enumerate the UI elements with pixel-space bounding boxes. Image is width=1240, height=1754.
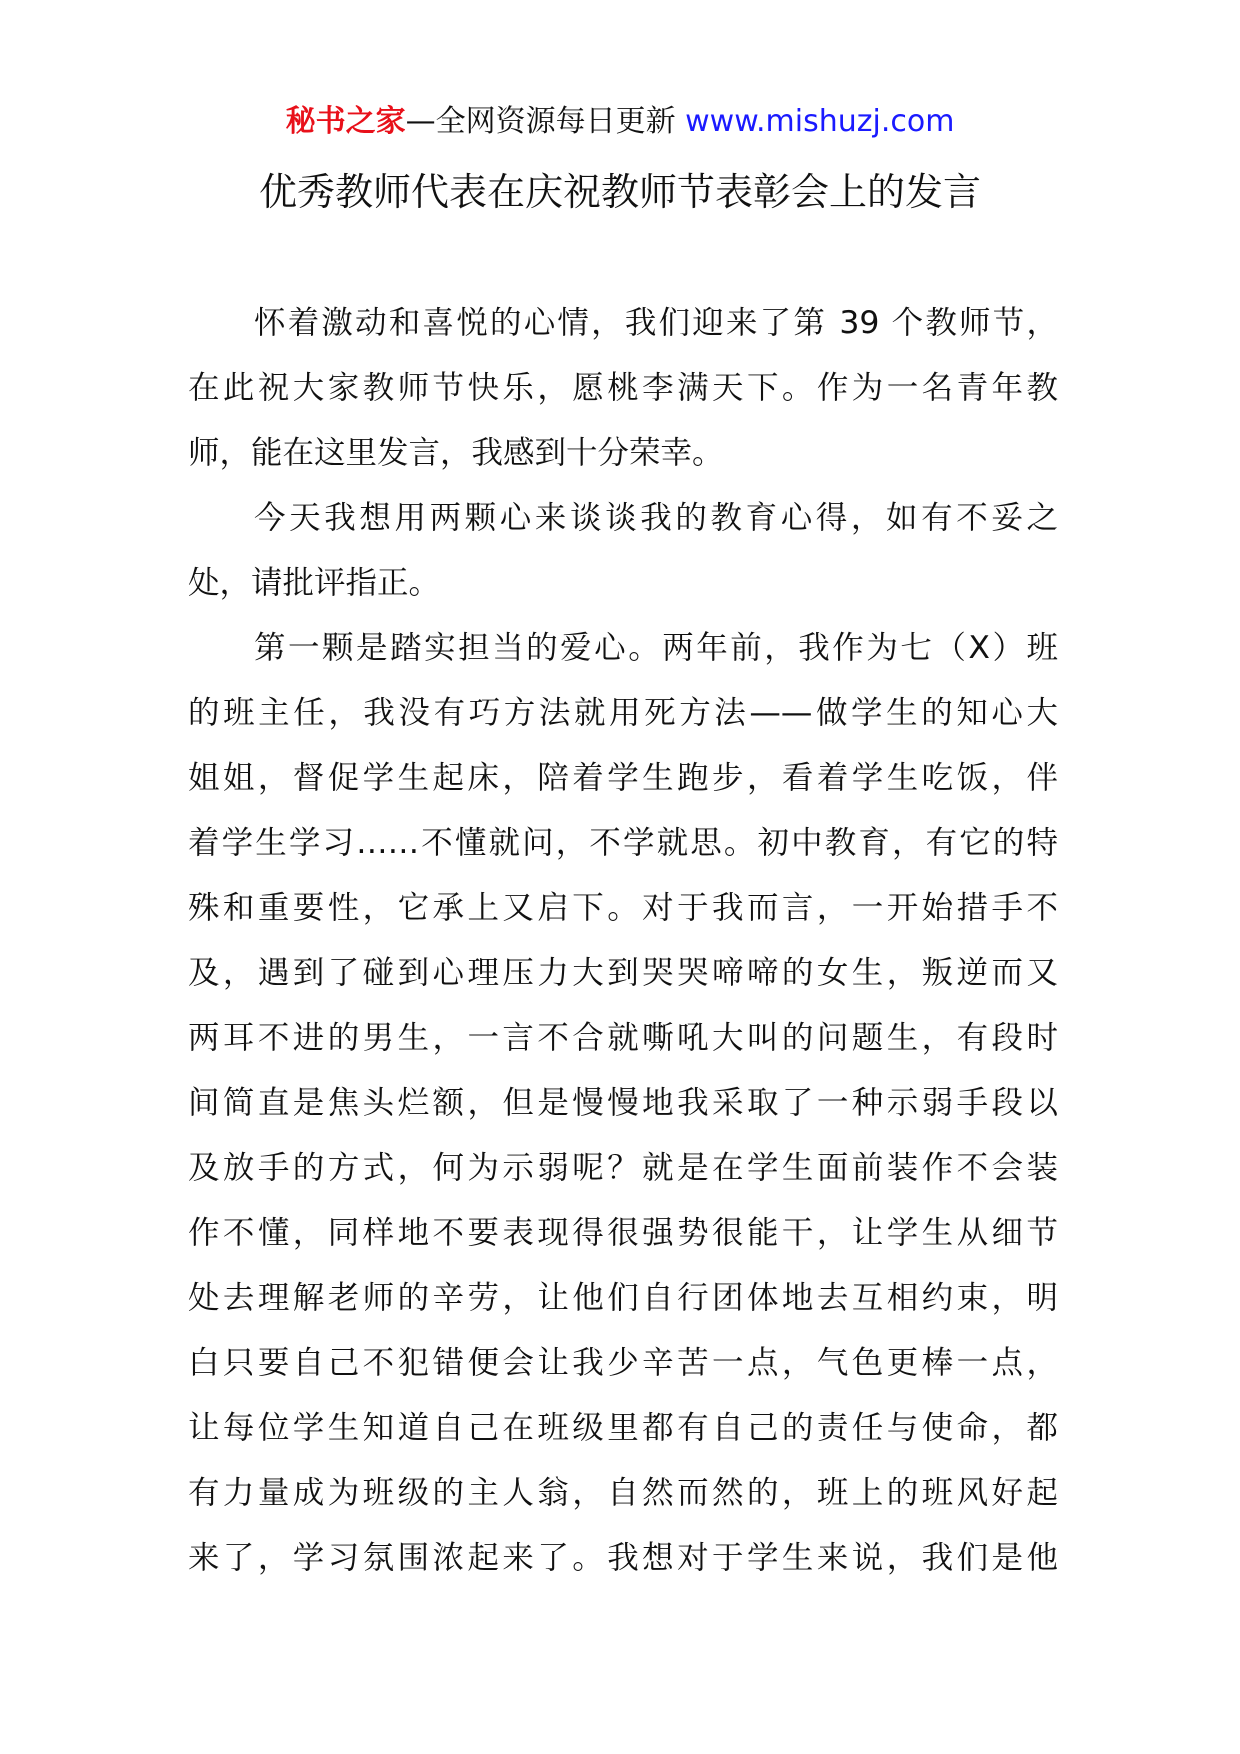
- text-line: 有力量成为班级的主人翁，自然而然的，班上的班风好起: [188, 1475, 1058, 1511]
- paragraph: [188, 291, 1058, 486]
- text-line: 来了，学习氛围浓起来了。我想对于学生来说，我们是他: [188, 1540, 1058, 1576]
- header-slogan: —全网资源每日更新: [405, 104, 686, 139]
- text-line: 今天我想用两颗心来谈谈我的教育心得，如有不妥之: [254, 500, 1058, 536]
- document-body: [188, 291, 1058, 1591]
- text-line: 处，请批评指正。: [188, 565, 441, 601]
- text-line: 怀着激动和喜悦的心情，我们迎来了第 39 个教师节，: [254, 305, 1058, 341]
- text-line: 及，遇到了碰到心理压力大到哭哭啼啼的女生，叛逆而又: [188, 955, 1058, 991]
- text-line: 作不懂，同样地不要表现得很强势很能干，让学生从细节: [188, 1215, 1058, 1251]
- paragraph: [188, 616, 1058, 1591]
- text-line: 殊和重要性，它承上又启下。对于我而言，一开始措手不: [188, 890, 1058, 926]
- text-line: 师，能在这里发言，我感到十分荣幸。: [188, 435, 724, 471]
- site-header: [0, 100, 1240, 144]
- text-line: 两耳不进的男生，一言不合就嘶吼大叫的问题生，有段时: [188, 1020, 1058, 1056]
- text-line: 的班主任，我没有巧方法就用死方法——做学生的知心大: [188, 695, 1058, 731]
- text-line: 在此祝大家教师节快乐，愿桃李满天下。作为一名青年教: [188, 370, 1058, 406]
- text-line: 第一颗是踏实担当的爱心。两年前，我作为七（X）班: [254, 630, 1058, 666]
- text-line: 白只要自己不犯错便会让我少辛苦一点，气色更棒一点，: [188, 1345, 1058, 1381]
- text-line: 让每位学生知道自己在班级里都有自己的责任与使命，都: [188, 1410, 1058, 1446]
- text-line: 及放手的方式，何为示弱呢？就是在学生面前装作不会装: [188, 1150, 1058, 1186]
- text-line: 间简直是焦头烂额，但是慢慢地我采取了一种示弱手段以: [188, 1085, 1058, 1121]
- document-title: 优秀教师代表在庆祝教师节表彰会上的发言: [258, 170, 981, 214]
- site-url-link[interactable]: www.mishuzj.com: [685, 104, 955, 139]
- text-line: 着学生学习……不懂就问，不学就思。初中教育，有它的特: [188, 825, 1058, 861]
- paragraph: [188, 486, 1058, 616]
- brand-name: 秘书之家: [285, 104, 406, 139]
- text-line: 姐姐，督促学生起床，陪着学生跑步，看着学生吃饭，伴: [188, 760, 1058, 796]
- text-line: 处去理解老师的辛劳，让他们自行团体地去互相约束，明: [188, 1280, 1058, 1316]
